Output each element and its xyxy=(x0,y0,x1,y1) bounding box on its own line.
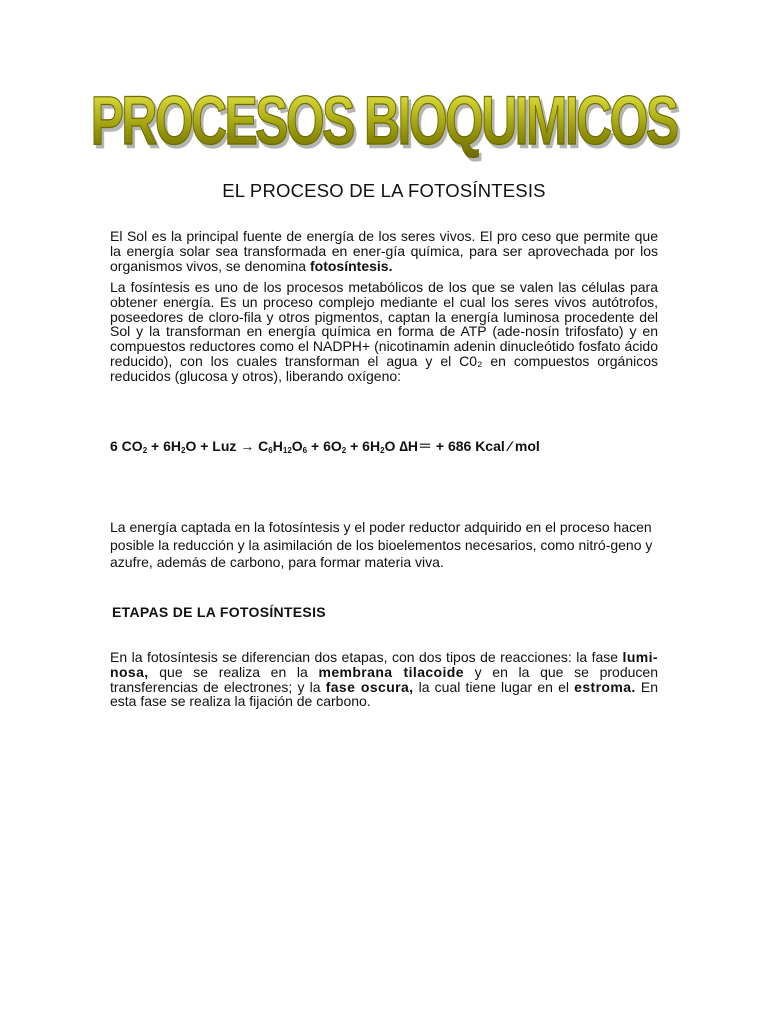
eq-part: O ∆H＝ + 686 Kcal ∕ mol xyxy=(384,438,540,454)
eq-part: + 6H xyxy=(147,438,181,454)
eq-sub: 12 xyxy=(282,446,292,455)
stages-bold-term: membrana tilacoide xyxy=(318,663,464,680)
eq-part: + 6H xyxy=(346,438,381,454)
stages-text: y en la que se producen transferencias de electrones; y la xyxy=(110,663,658,695)
energy-paragraph: La energía captada en la fotosíntesis y el poder reductor adquirido en el proceso hacen posible la reducción y la asimilación de los bioelementos necesarios, como nitró-geno y azufre, además de carbono, para formar materia viva. xyxy=(110,519,653,570)
stages-text: que se realiza en la xyxy=(148,663,319,680)
eq-sub: 2 xyxy=(181,446,186,455)
definition-paragraph: La fosíntesis es uno de los procesos metabólicos de los que se valen las células para obtener energía. Es un proceso complejo mediante el cual los seres vivos autótrofos, poseedores de cloro-fila y otros pigmentos, captan la energía luminosa procedente del Sol y la transforman en energía química en forma de ATP (ade-nosín trifosfato) y en compuestos reductores como el NADPH+ (nicotinamin adenin dinucleótido fosfato ácido reducido), con los cuales transforman el agua y el C0₂ en compuestos orgánicos reducidos (glucosa y otros), liberando oxígeno: xyxy=(110,279,658,384)
stages-text: la cual tiene lugar en el xyxy=(413,678,575,695)
intro-paragraph xyxy=(110,229,658,273)
eq-part: O xyxy=(291,438,303,454)
stages-text: En esta fase se realiza la fijación de carbono. xyxy=(110,678,658,710)
eq-sub: 2 xyxy=(142,446,148,455)
banner xyxy=(0,78,768,160)
stages-bold-term: lumi-nosa, xyxy=(110,649,658,680)
stages-bold-term: estroma. xyxy=(574,678,636,695)
photosynthesis-equation xyxy=(110,436,710,456)
eq-sub: 2 xyxy=(380,446,385,455)
stages-paragraph xyxy=(110,650,658,709)
section-heading: ETAPAS DE LA FOTOSÍNTESIS xyxy=(112,604,326,620)
page-subtitle: EL PROCESO DE LA FOTOSÍNTESIS xyxy=(222,180,546,201)
eq-part: + 6O xyxy=(307,438,342,454)
eq-part: 6 CO xyxy=(110,438,143,454)
stages-text: En la fotosíntesis se diferencian dos etapas, con dos tipos de reacciones: la fase xyxy=(110,649,623,665)
eq-sub: 6 xyxy=(302,446,308,455)
eq-sub: 2 xyxy=(341,446,347,455)
eq-part: H xyxy=(272,438,283,454)
eq-sub: 6 xyxy=(268,446,273,455)
wordart-title: PROCESOS BIOQUIMICOS xyxy=(91,78,677,165)
intro-bold-term: fotosíntesis. xyxy=(310,257,393,274)
stages-bold-term: fase oscura, xyxy=(325,678,414,695)
intro-text: El Sol es la principal fuente de energía de los seres vivos. El pro ceso que permite que la energía solar sea transformada en ener-gía química, para ser aprovechada por los organismos vivos, se denomina xyxy=(110,228,658,274)
eq-part: O + Luz → C xyxy=(185,438,269,454)
